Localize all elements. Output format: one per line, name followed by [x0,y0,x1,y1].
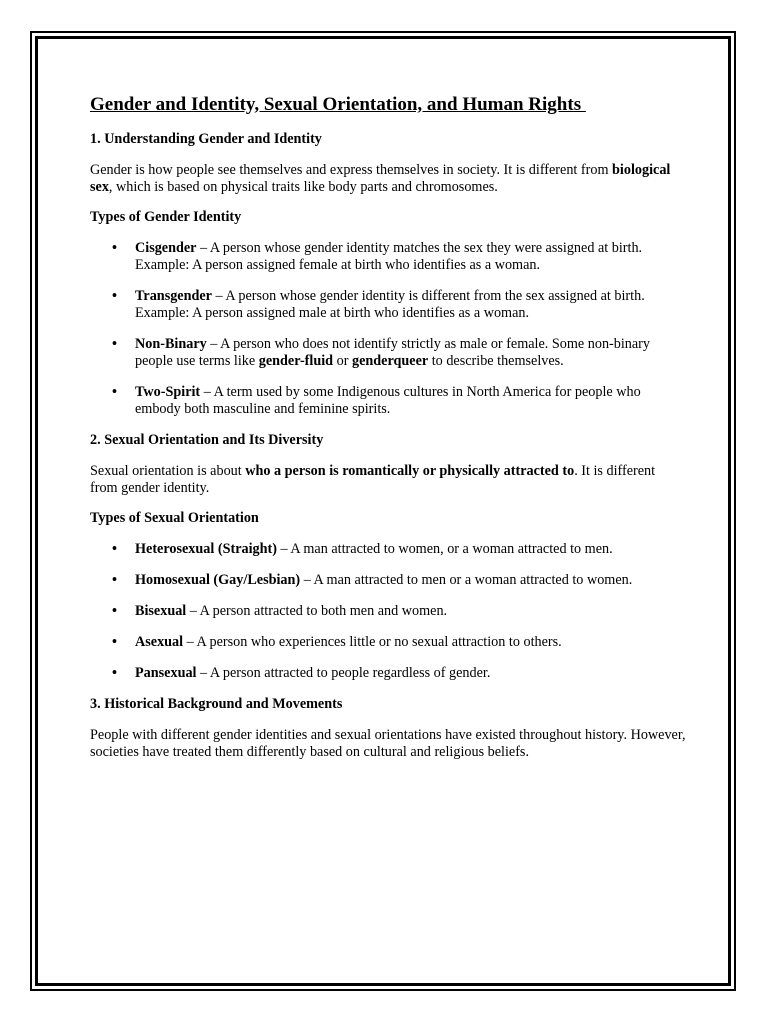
list-item-term: Bisexual [135,603,187,619]
section-2-paragraph [90,463,686,497]
bullet-icon: • [112,240,117,256]
bullet-icon: • [112,572,117,588]
list-item [90,665,686,682]
bullet-icon: • [112,288,117,304]
list-item-text: – A person who does not identify strictly as male or female. Some non-binary people use terms like [135,336,651,369]
section-2-heading: 2. Sexual Orientation and Its Diversity [90,432,324,448]
list-item-text: – A person whose gender identity matches the sex they were assigned at birth. Example: A person assigned female at birth who identifies as a woman. [135,240,643,273]
bullet-icon: • [112,384,117,400]
bullet-icon: • [112,603,117,619]
bullet-icon: • [112,541,117,557]
gender-identity-subheading: Types of Gender Identity [90,209,242,225]
text-run: or [333,353,352,369]
list-item-term: Homosexual (Gay/Lesbian) [135,572,301,588]
list-item [90,603,686,620]
list-item-text: – A term used by some Indigenous cultures in North America for people who embody both masculine and feminine spirits. [135,384,641,417]
list-item-term: Non-Binary [135,336,207,352]
list-item-text: – A person whose gender identity is different from the sex assigned at birth. Example: A person assigned male at birth who identifies as a woman. [135,288,645,321]
list-item-term: Heterosexual (Straight) [135,541,277,557]
gender-identity-list [90,240,686,418]
text-run: , which is based on physical traits like body parts and chromosomes. [108,179,498,195]
list-item-term: Two-Spirit [135,384,201,400]
bold-run: gender-fluid [258,353,334,369]
section-1-heading: 1. Understanding Gender and Identity [90,131,322,147]
list-item-term: Cisgender [135,240,197,256]
list-item-term: Transgender [135,288,212,304]
bold-run: who a person is romantically or physically attracted to [245,463,575,479]
text-run: Gender is how people see themselves and express themselves in society. It is different from [90,162,613,178]
list-item-text: – A person attracted to both men and women. [186,603,448,619]
sexual-orientation-list [90,541,686,682]
list-item-term: Asexual [135,634,184,650]
list-item-text: – A person who experiences little or no sexual attraction to others. [183,634,562,650]
bold-run: biological sex [90,162,671,195]
sexual-orientation-subheading: Types of Sexual Orientation [90,510,259,526]
list-item-text: – A man attracted to women, or a woman attracted to men. [276,541,613,557]
text-run: Sexual orientation is about [90,463,246,479]
list-item [90,288,686,322]
section-3-heading: 3. Historical Background and Movements [90,696,343,712]
document-body [90,94,686,774]
text-run: . It is different from gender identity. [90,463,656,496]
bold-run: genderqueer [352,353,429,369]
list-item [90,572,686,589]
bullet-icon: • [112,665,117,681]
list-item-text: – A person attracted to people regardless of gender. [196,665,491,681]
bullet-icon: • [112,336,117,352]
list-item [90,336,686,370]
list-item-text: – A man attracted to men or a woman attracted to women. [300,572,633,588]
list-item [90,541,686,558]
section-1-paragraph [90,162,686,196]
list-item-term: Pansexual [135,665,197,681]
text-run: to describe themselves. [428,353,564,369]
document-title: Gender and Identity, Sexual Orientation, and Human Rights [90,94,586,115]
list-item [90,634,686,651]
list-item [90,240,686,274]
section-3-paragraph: People with different gender identities and sexual orientations have existed throughout history. However, societies have treated them differently based on cultural and religious beliefs. [90,727,686,760]
list-item [90,384,686,418]
bullet-icon: • [112,634,117,650]
